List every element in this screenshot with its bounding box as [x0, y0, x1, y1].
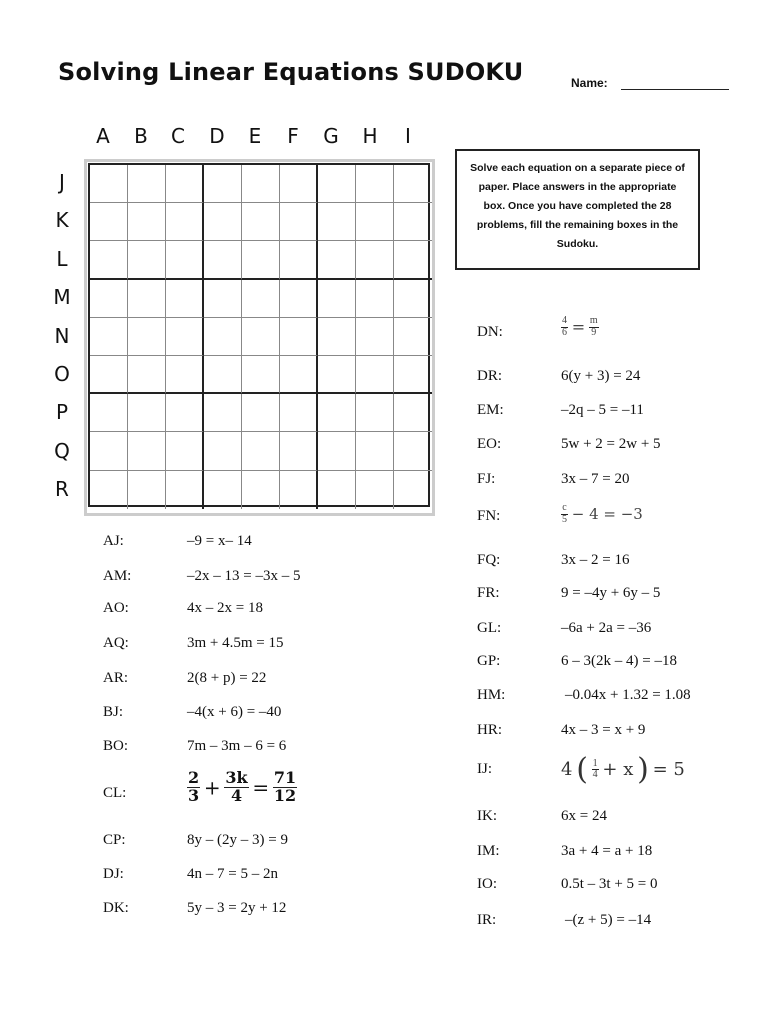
sudoku-cell-gn[interactable]: [318, 318, 356, 356]
equation-expression: –6a + 2a = –36: [561, 620, 652, 636]
sudoku-cell-hp[interactable]: [356, 394, 394, 432]
sudoku-cell-im[interactable]: [394, 280, 432, 318]
equation-ar: [103, 670, 343, 690]
equation-expression: 4x – 2x = 18: [187, 600, 263, 616]
sudoku-cell-co[interactable]: [166, 356, 204, 394]
equation-expression: 5y – 3 = 2y + 12: [187, 900, 287, 916]
equation-label: FJ:: [477, 471, 496, 487]
equation-label: GP:: [477, 653, 501, 669]
equation-expression: $\frac{4}{6}$ = $\frac{m}{9}$: [562, 315, 598, 338]
row-label-m: M: [53, 285, 71, 309]
sudoku-cell-cl[interactable]: [166, 241, 204, 279]
equation-aj: [103, 533, 343, 553]
equation-io: [477, 876, 727, 896]
sudoku-grid-frame: [84, 159, 435, 516]
sudoku-cell-hj[interactable]: [356, 165, 394, 203]
equation-expression: 6 – 3(2k – 4) = –18: [561, 653, 677, 669]
sudoku-cell-gj[interactable]: [318, 165, 356, 203]
sudoku-cell-hn[interactable]: [356, 318, 394, 356]
equation-expression: $\frac{c}{5}$ − 4 = −3: [562, 502, 643, 525]
sudoku-cell-cp[interactable]: [166, 394, 204, 432]
sudoku-cell-hk[interactable]: [356, 203, 394, 241]
sudoku-cell-bn[interactable]: [128, 318, 166, 356]
equation-label: IJ:: [477, 761, 492, 777]
sudoku-cell-ir[interactable]: [394, 471, 432, 509]
sudoku-cell-hr[interactable]: [356, 471, 394, 509]
equation-label: FQ:: [477, 552, 501, 568]
sudoku-cell-br[interactable]: [128, 471, 166, 509]
equation-label: FR:: [477, 585, 500, 601]
equation-label: CL:: [103, 785, 127, 801]
column-label-h: H: [362, 124, 378, 148]
sudoku-cell-gp[interactable]: [318, 394, 356, 432]
sudoku-cell-go[interactable]: [318, 356, 356, 394]
sudoku-cell-gm[interactable]: [318, 280, 356, 318]
equation-ik: [477, 808, 727, 828]
sudoku-cell-dj[interactable]: [204, 165, 242, 203]
equation-expression: –0.04x + 1.32 = 1.08: [565, 687, 691, 703]
equation-expression: 4x – 3 = x + 9: [561, 722, 646, 738]
instructions-box: Solve each equation on a separate piece of paper. Place answers in the appropriate box. Once you have completed the 28 problems, fill the remaining boxes in the Sudoku.: [455, 149, 700, 270]
equation-expression: –4(x + 6) = –40: [187, 704, 282, 720]
equation-label: HM:: [477, 687, 506, 703]
equation-fn: [477, 503, 727, 539]
equation-expression: 7m – 3m – 6 = 6: [187, 738, 287, 754]
sudoku-cell-ej[interactable]: [242, 165, 280, 203]
sudoku-cell-fr[interactable]: [280, 471, 318, 509]
column-label-g: G: [323, 124, 339, 148]
equation-label: AQ:: [103, 635, 129, 651]
sudoku-cell-al[interactable]: [90, 241, 128, 279]
equation-label: AM:: [103, 568, 132, 584]
fraction: $\frac{1}{4}$: [592, 757, 598, 780]
sudoku-cell-bq[interactable]: [128, 432, 166, 470]
equation-eo: [477, 436, 727, 456]
equation-dn: [477, 316, 727, 356]
row-label-l: L: [56, 247, 68, 271]
equation-expression: 2(8 + p) = 22: [187, 670, 267, 686]
sudoku-cell-fo[interactable]: [280, 356, 318, 394]
equation-dj: [103, 866, 343, 886]
equation-expression: 6(y + 3) = 24: [561, 368, 641, 384]
equation-expression: –(z + 5) = –14: [565, 912, 652, 928]
equation-fq: [477, 552, 727, 572]
sudoku-cell-bk[interactable]: [128, 203, 166, 241]
sudoku-cell-am[interactable]: [90, 280, 128, 318]
equation-label: DJ:: [103, 866, 124, 882]
fraction: $\frac{3k}{4}$: [225, 768, 248, 805]
sudoku-cell-dn[interactable]: [204, 318, 242, 356]
row-label-k: K: [55, 208, 69, 232]
equation-label: HR:: [477, 722, 503, 738]
fraction: $\frac{c}{5}$: [562, 502, 567, 525]
sudoku-cell-bl[interactable]: [128, 241, 166, 279]
sudoku-cell-eo[interactable]: [242, 356, 280, 394]
sudoku-cell-fk[interactable]: [280, 203, 318, 241]
equation-expression: 8y – (2y – 3) = 9: [187, 832, 288, 848]
equation-expression: 4n – 7 = 5 – 2n: [187, 866, 278, 882]
sudoku-cell-ap[interactable]: [90, 394, 128, 432]
equation-cl: [103, 770, 343, 814]
equation-label: IR:: [477, 912, 497, 928]
sudoku-cell-ck[interactable]: [166, 203, 204, 241]
equation-label: AJ:: [103, 533, 124, 549]
equation-ao: [103, 600, 343, 620]
equation-hr: [477, 722, 727, 742]
sudoku-cell-iq[interactable]: [394, 432, 432, 470]
sudoku-cell-gq[interactable]: [318, 432, 356, 470]
sudoku-cell-dp[interactable]: [204, 394, 242, 432]
column-label-i: I: [405, 124, 411, 148]
sudoku-cell-hl[interactable]: [356, 241, 394, 279]
equation-em: [477, 402, 727, 422]
sudoku-cell-hq[interactable]: [356, 432, 394, 470]
sudoku-cell-gk[interactable]: [318, 203, 356, 241]
sudoku-cell-fl[interactable]: [280, 241, 318, 279]
equation-label: DK:: [103, 900, 129, 916]
sudoku-cell-fm[interactable]: [280, 280, 318, 318]
sudoku-cell-ep[interactable]: [242, 394, 280, 432]
sudoku-cell-eq[interactable]: [242, 432, 280, 470]
sudoku-cell-ek[interactable]: [242, 203, 280, 241]
equation-expression: –2q – 5 = –11: [561, 402, 644, 418]
equation-label: AO:: [103, 600, 129, 616]
sudoku-cell-ho[interactable]: [356, 356, 394, 394]
name-blank-line[interactable]: [621, 89, 729, 90]
equation-bo: [103, 738, 343, 758]
equation-label: IK:: [477, 808, 497, 824]
sudoku-cell-bp[interactable]: [128, 394, 166, 432]
equation-expression: 3x – 7 = 20: [561, 471, 630, 487]
sudoku-cell-ar[interactable]: [90, 471, 128, 509]
sudoku-cell-aq[interactable]: [90, 432, 128, 470]
sudoku-cell-ij[interactable]: [394, 165, 432, 203]
equation-label: GL:: [477, 620, 502, 636]
sudoku-cell-bm[interactable]: [128, 280, 166, 318]
sudoku-cell-fj[interactable]: [280, 165, 318, 203]
fraction: $\frac{4}{6}$: [562, 315, 567, 338]
equation-gl: [477, 620, 727, 640]
row-label-p: P: [55, 400, 69, 424]
sudoku-cell-il[interactable]: [394, 241, 432, 279]
equation-bj: [103, 704, 343, 724]
equation-fj: [477, 471, 727, 491]
sudoku-cell-ik[interactable]: [394, 203, 432, 241]
equation-expression: 3x – 2 = 16: [561, 552, 630, 568]
equation-aq: [103, 635, 343, 655]
row-label-n: N: [54, 324, 70, 348]
equation-expression: 3m + 4.5m = 15: [187, 635, 284, 651]
sudoku-cell-cj[interactable]: [166, 165, 204, 203]
row-label-r: R: [55, 477, 69, 501]
equation-label: FN:: [477, 508, 501, 524]
row-label-o: O: [54, 362, 70, 386]
sudoku-cell-hm[interactable]: [356, 280, 394, 318]
equation-gp: [477, 653, 727, 673]
equation-label: IM:: [477, 843, 500, 859]
worksheet-title: Solving Linear Equations SUDOKU: [58, 58, 524, 86]
sudoku-cell-dq[interactable]: [204, 432, 242, 470]
equation-label: EM:: [477, 402, 504, 418]
sudoku-cell-el[interactable]: [242, 241, 280, 279]
sudoku-grid: [88, 163, 430, 507]
sudoku-cell-io[interactable]: [394, 356, 432, 394]
equation-expression: $\frac{2}{3}$ + $\frac{3k}{4}$ = $\frac{71}{12}$: [188, 768, 297, 805]
sudoku-cell-gl[interactable]: [318, 241, 356, 279]
equation-cp: [103, 832, 343, 852]
equation-expression: –2x – 13 = –3x – 5: [187, 568, 301, 584]
equation-expression: 0.5t – 3t + 5 = 0: [561, 876, 658, 892]
sudoku-cell-do[interactable]: [204, 356, 242, 394]
fraction: $\frac{71}{12}$: [273, 768, 297, 805]
equation-label: AR:: [103, 670, 129, 686]
sudoku-cell-an[interactable]: [90, 318, 128, 356]
sudoku-cell-bo[interactable]: [128, 356, 166, 394]
equation-dr: [477, 368, 727, 388]
column-label-e: E: [248, 124, 262, 148]
equation-expression: 5w + 2 = 2w + 5: [561, 436, 661, 452]
row-label-q: Q: [54, 439, 70, 463]
equation-label: BJ:: [103, 704, 124, 720]
equation-im: [477, 843, 727, 863]
sudoku-cell-fp[interactable]: [280, 394, 318, 432]
equation-label: EO:: [477, 436, 502, 452]
sudoku-cell-fn[interactable]: [280, 318, 318, 356]
column-label-a: A: [96, 124, 110, 148]
sudoku-cell-in[interactable]: [394, 318, 432, 356]
equation-label: IO:: [477, 876, 497, 892]
equation-fr: [477, 585, 727, 605]
equation-hm: [477, 687, 727, 707]
equation-label: CP:: [103, 832, 126, 848]
equation-label: BO:: [103, 738, 129, 754]
sudoku-cell-cm[interactable]: [166, 280, 204, 318]
sudoku-cell-ip[interactable]: [394, 394, 432, 432]
name-label: Name:: [571, 76, 608, 90]
equation-ij: [477, 752, 727, 794]
sudoku-cell-bj[interactable]: [128, 165, 166, 203]
sudoku-cell-ak[interactable]: [90, 203, 128, 241]
sudoku-cell-cn[interactable]: [166, 318, 204, 356]
fraction: $\frac{m}{9}$: [589, 315, 598, 338]
sudoku-cell-er[interactable]: [242, 471, 280, 509]
equation-expression: 6x = 24: [561, 808, 607, 824]
sudoku-cell-dl[interactable]: [204, 241, 242, 279]
sudoku-cell-dk[interactable]: [204, 203, 242, 241]
sudoku-cell-cq[interactable]: [166, 432, 204, 470]
sudoku-cell-dr[interactable]: [204, 471, 242, 509]
row-label-j: J: [59, 170, 65, 194]
equation-expression: –9 = x– 14: [187, 533, 252, 549]
equation-ir: [477, 912, 727, 932]
fraction: $\frac{2}{3}$: [188, 768, 200, 805]
equation-label: DN:: [477, 324, 503, 340]
equation-dk: [103, 900, 343, 920]
sudoku-cell-ao[interactable]: [90, 356, 128, 394]
sudoku-cell-cr[interactable]: [166, 471, 204, 509]
equation-expression: 9 = –4y + 6y – 5: [561, 585, 661, 601]
sudoku-cell-dm[interactable]: [204, 280, 242, 318]
equation-expression: 4 ( $\frac{1}{4}$ + x ) = 5: [561, 752, 685, 787]
sudoku-cell-fq[interactable]: [280, 432, 318, 470]
sudoku-cell-en[interactable]: [242, 318, 280, 356]
sudoku-cell-em[interactable]: [242, 280, 280, 318]
equation-label: DR:: [477, 368, 503, 384]
sudoku-cell-aj[interactable]: [90, 165, 128, 203]
column-label-d: D: [209, 124, 225, 148]
column-label-f: F: [287, 124, 299, 148]
column-label-b: B: [134, 124, 148, 148]
equation-expression: 3a + 4 = a + 18: [561, 843, 653, 859]
column-label-c: C: [171, 124, 185, 148]
sudoku-cell-gr[interactable]: [318, 471, 356, 509]
equation-am: [103, 568, 343, 588]
